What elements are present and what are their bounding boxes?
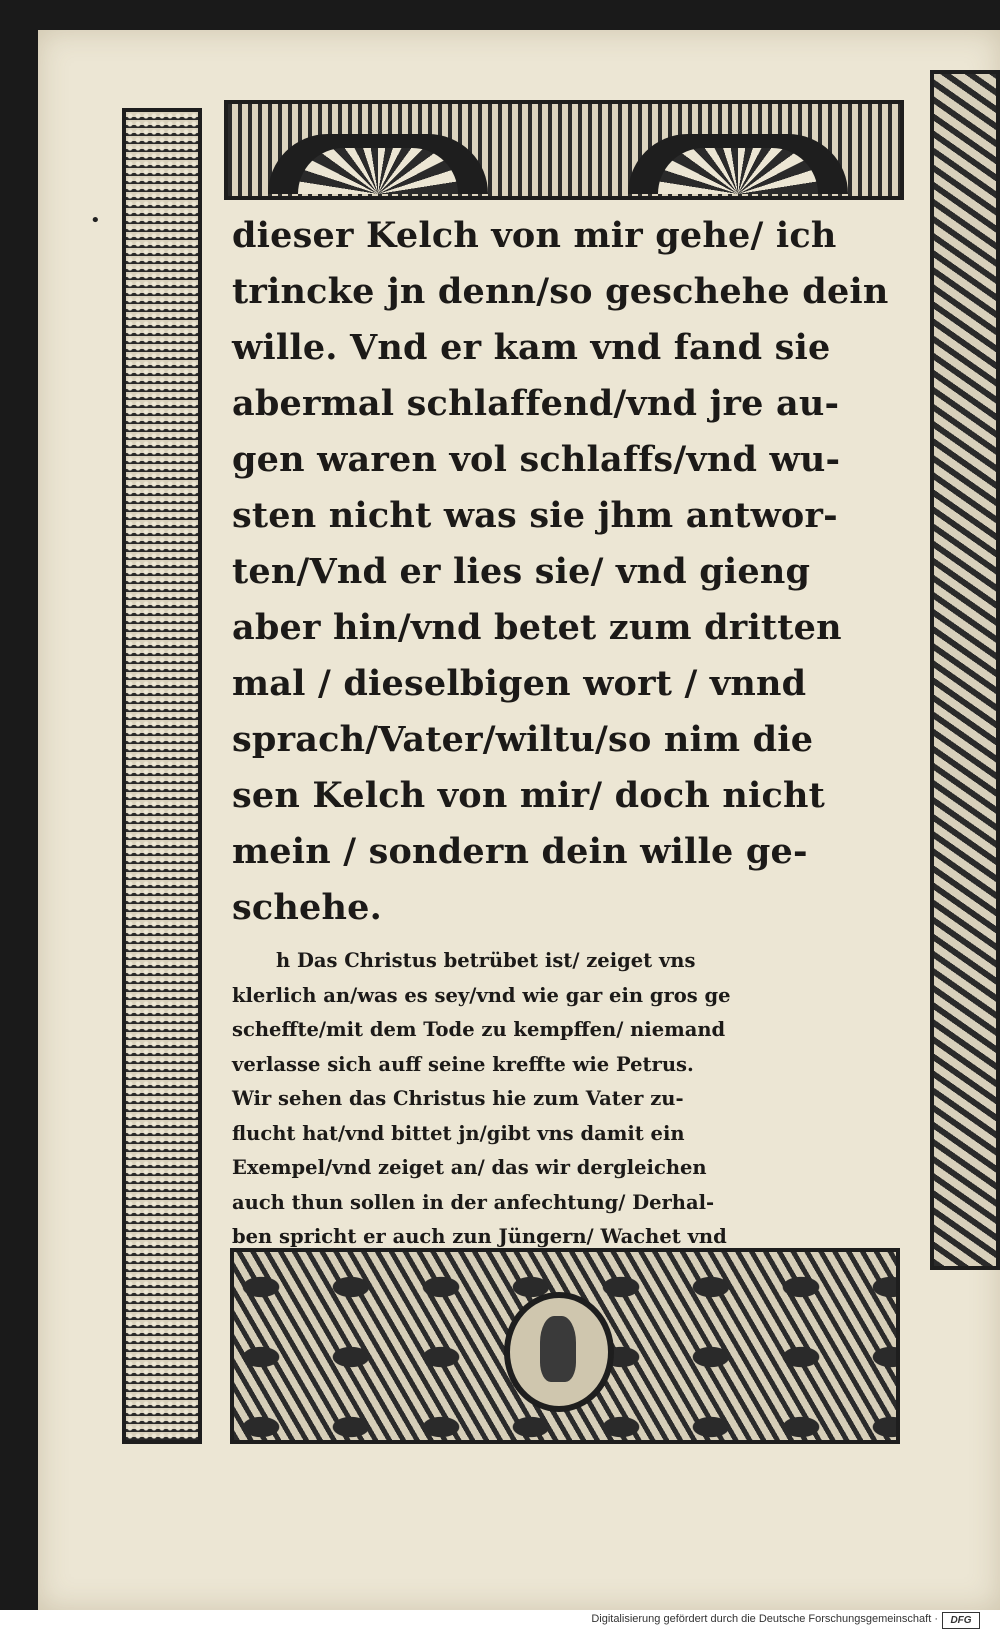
main-text-line: abermal schlaffend/vnd jre au-	[232, 383, 840, 424]
main-text-line: mein / sondern dein wille ge-	[232, 831, 808, 872]
funding-credit: Digitalisierung gefördert durch die Deutsche Forschungsgemeinschaft ·	[591, 1613, 938, 1625]
woodcut-border-left	[122, 108, 202, 1444]
gloss-line: ben spricht er auch zun Jüngern/ Wachet vnd	[232, 1225, 727, 1248]
woodcut-border-bottom	[230, 1248, 900, 1444]
main-text-line: mal / dieselbigen wort / vnnd	[232, 663, 807, 704]
main-text-line: aber hin/vnd betet zum dritten	[232, 607, 842, 648]
main-text-line: sen Kelch von mir/ doch nicht	[232, 775, 826, 816]
gloss-line: h Das Christus betrübet ist/ zeiget vns	[276, 949, 696, 972]
gloss-line: auch thun sollen in der anfechtung/ Derhal-	[232, 1190, 715, 1214]
main-text-line: gen waren vol schlaffs/vnd wu-	[232, 439, 841, 480]
main-text-line: sten nicht was sie jhm antwor-	[232, 495, 838, 536]
main-text-line: dieser Kelch von mir gehe/ ich	[232, 215, 837, 256]
fan-ornament-right	[628, 134, 848, 194]
gloss-line: Exempel/vnd zeiget an/ das wir dergleichen	[232, 1156, 707, 1179]
text-block	[232, 208, 889, 1255]
main-text-line: schehe.	[232, 887, 383, 928]
main-text	[232, 208, 889, 936]
dfg-logo: DFG	[942, 1612, 980, 1629]
woodcut-border-top	[224, 100, 904, 200]
woodcut-border-right	[930, 70, 1000, 1270]
fan-ornament-left	[268, 134, 488, 194]
gloss-line: scheffte/mit dem Tode zu kempffen/ niemand	[232, 1018, 726, 1041]
gloss-line: flucht hat/vnd bittet jn/gibt vns damit ein	[232, 1121, 685, 1145]
main-text-line: ten/Vnd er lies sie/ vnd gieng	[232, 551, 811, 592]
gloss-line: verlasse sich auff seine kreffte wie Petrus.	[232, 1052, 694, 1076]
gloss-line: Wir sehen das Christus hie zum Vater zu-	[232, 1087, 684, 1110]
margin-dot: •	[90, 210, 101, 231]
portrait-medallion	[504, 1292, 614, 1412]
main-text-line: wille. Vnd er kam vnd fand sie	[232, 327, 831, 368]
gloss-text	[232, 944, 872, 1255]
main-text-line: sprach/Vater/wiltu/so nim die	[232, 719, 814, 760]
gloss-line: klerlich an/was es sey/vnd wie gar ein gros ge	[232, 983, 731, 1007]
footer-bar	[0, 1610, 1000, 1632]
main-text-line: trincke jn denn/so geschehe dein	[232, 271, 889, 312]
